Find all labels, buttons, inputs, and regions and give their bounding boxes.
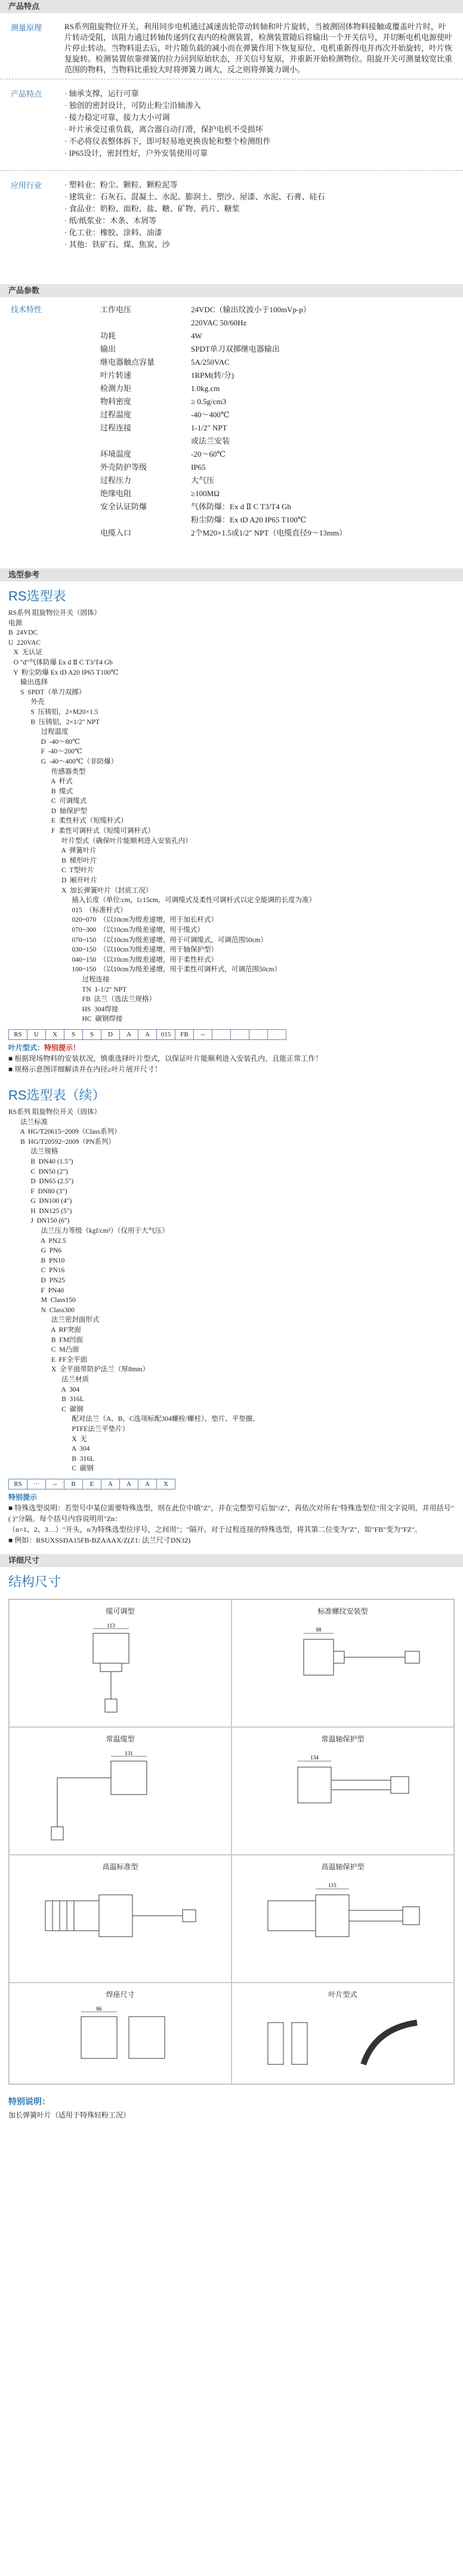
dim-label: 113: [107, 1622, 115, 1629]
tree-line: X 无认证: [8, 649, 43, 657]
tree-line: 外壳: [8, 698, 45, 706]
list-item: · 塑料业：粉尘、颗粒、颗粒泥等: [64, 180, 178, 189]
params-label: 技术特性: [11, 305, 42, 314]
code-cell: A: [120, 1029, 138, 1039]
note-line: （n=1、2、3…）"开头，n为特殊选型位序号，之间用"；"隔开。对于过程连接的特殊选型，将其第二位变为"Z"，如"FB"变为"FZ"。: [8, 1525, 422, 1534]
tree-line: 040~150 （以10cm为级差递增，用于柔性杆式）: [8, 956, 218, 964]
industry-list: [64, 179, 452, 253]
param-value: 24VDC（输出纹波小于100mVp-p）: [191, 305, 311, 314]
code-cell: ···: [27, 1479, 46, 1489]
tree-line: C 碳钢: [8, 1405, 84, 1413]
tree-line: G DN100 (4"): [8, 1198, 72, 1205]
param-key: 环境温度: [100, 450, 132, 458]
tree-line: 过程连接: [8, 975, 110, 983]
tree-line: B 24VDC: [8, 629, 38, 637]
tree-line: B PN10: [8, 1257, 65, 1264]
tree-line: B 缆式: [8, 787, 73, 795]
param-key: [100, 316, 191, 330]
code-cell-empty: [212, 1029, 231, 1039]
tree-line: A 弹簧叶片: [8, 847, 97, 855]
tree-line: F PN40: [8, 1287, 64, 1294]
drawing-title: 缆可调型: [106, 1606, 135, 1615]
tree-line: C M凸面: [8, 1346, 79, 1354]
tip-title: 特别提示！: [44, 1043, 81, 1052]
param-value: 1.0kg.cm: [191, 384, 220, 393]
param-row: [100, 461, 452, 474]
code-cell: A: [138, 1479, 157, 1489]
param-value: 1RPM(转/分): [191, 371, 234, 380]
param-key: 过程压力: [100, 476, 132, 485]
param-row: [100, 356, 452, 369]
drawing-blade-types: [232, 1983, 454, 2084]
param-key: 输出: [100, 344, 116, 353]
param-value: SPDT单刀双掷继电器输出: [191, 344, 280, 353]
tree-line: 100~150 （以10cm为级差递增，用于柔性可调杆式，可调范围50cm）: [8, 966, 281, 974]
param-key: [100, 513, 191, 527]
param-value: -20～60℃: [191, 450, 226, 458]
tree-line: 插入长度（单位:cm，l≥15cm，可调缆式及柔性可调杆式以定全能调的长度为准）: [8, 897, 316, 904]
tree-line: X 全平面带防护法兰（厚8mm）: [8, 1366, 150, 1374]
tree-line: B FM凹面: [8, 1336, 83, 1344]
param-row: [100, 343, 452, 356]
tree-line: A 杆式: [8, 778, 73, 786]
param-value: 1-1/2" NPT: [191, 423, 227, 432]
param-key: 叶片转速: [100, 371, 132, 380]
tree-line: B 316L: [8, 1455, 95, 1463]
param-value: IP65: [191, 463, 206, 472]
tree-line: U 220VAC: [8, 639, 41, 647]
code-cell: --: [46, 1479, 64, 1489]
param-value: 4W: [191, 331, 202, 340]
rs-table-notes: [0, 1040, 463, 1076]
principle-row: [0, 13, 463, 79]
param-key: 过程温度: [100, 410, 132, 419]
param-value: 220VAC 50/60Hz: [191, 318, 247, 327]
param-key: 绝缘电阻: [100, 489, 132, 498]
tree-line: HC 碳钢焊接: [8, 1015, 123, 1023]
drawing-title: 常温缆型: [106, 1734, 135, 1743]
params-block: [0, 297, 463, 553]
param-row: [100, 303, 452, 316]
param-row: [100, 382, 452, 395]
code-cell: A: [138, 1029, 157, 1039]
tree-line: D 轴保护型: [8, 807, 87, 815]
param-row: [100, 513, 452, 527]
rs-table2-title: RS选型表（续）: [8, 1087, 106, 1103]
drawing-normal-cable: [9, 1727, 232, 1855]
tree-line: B HG/T20592~2009（PN系列）: [8, 1138, 116, 1146]
param-key: 安全认证防爆: [100, 502, 147, 511]
tree-line: Y 粉尘防爆 Ex tD A20 IP65 T100℃: [8, 669, 119, 676]
dim-label: 98: [316, 1626, 322, 1633]
note-line: ■ 例如：RSUXSSDA15FB-BZAAAX/Z(Z1: 法兰尺寸DN32): [8, 1535, 191, 1544]
tree-line: C DN50 (2"): [8, 1168, 68, 1175]
code-cell: D: [101, 1029, 120, 1039]
drawing-title: 高温轴保护型: [321, 1862, 365, 1871]
tree-line: 法兰规格: [8, 1148, 58, 1156]
drawing-title: 高温标准型: [102, 1862, 138, 1871]
list-item: · 其他：铁矿石、煤、焦炭、沙: [64, 240, 170, 249]
tree-line: B DN40 (1.5"): [8, 1158, 73, 1165]
drawing-normal-cable-svg: [21, 1749, 218, 1845]
drawing-blade-types-svg: [244, 2005, 441, 2076]
tree-line: O "d"气体防爆 Ex d Ⅱ C T3/T4 Gb: [8, 658, 113, 666]
code-cell: S: [83, 1029, 101, 1039]
tree-line: H DN125 (5"): [8, 1207, 72, 1215]
code-cell-empty: [268, 1029, 286, 1039]
principle-text: RS系列阻旋物位开关，利用同步电机通过减速齿轮带动转轴和叶片旋转，当被测固体物料接触或覆盖叶片时，叶片转动受阻，该阻力通过转轴传递到仪表内的检测装置，检测装置随后将输出一个开关信号，并切断电机电源使叶片停止转动。当物料退去后，叶片随负载的减小而在弹簧作用下恢复原位，电机重新得电并再次开始旋转，叶片恢复旋转。检测装置依靠弹簧的拉力回到原始状态，开关信号复原，并重新开始检测物位。阻旋开关可测量较宽比重范围的物料，当物料比重较大时将弹簧力调大，反之则将弹簧力调小。: [64, 22, 453, 74]
note-line: ■ 规格示意图详细解读并在内径≥叶片展开尺寸！: [8, 1064, 162, 1073]
tree-line: 配对法兰（A、B、C选项标配304螺栓/螺柱）、垫片、平垫圈、: [8, 1415, 260, 1423]
code-cell-empty: [249, 1029, 268, 1039]
tree-line: X 无: [8, 1435, 87, 1443]
code-cell: S: [64, 1029, 83, 1039]
drawings-grid: [8, 1599, 455, 2085]
list-item: · 食品业：奶粉、面粉、盐、糖、矿物、药片、糖浆: [64, 204, 240, 213]
note-line: ■ 根据现场物料的安装状况，慎重选择叶片型式，以保证叶片能顺利进入安装孔内，且能正常工作！: [8, 1054, 323, 1063]
param-key: 电缆入口: [100, 528, 132, 537]
tree-line: 法兰材质: [8, 1375, 89, 1383]
tree-line: A 304: [8, 1386, 80, 1393]
drawing-normal-shaft-guard: [232, 1727, 454, 1855]
tree-line: 过程温度: [8, 728, 69, 736]
code-cell: X: [157, 1479, 175, 1489]
param-row: [100, 421, 452, 435]
drawing-standard-thread-svg: [244, 1621, 441, 1717]
drawing-cable-adjustable-svg: [21, 1621, 218, 1717]
param-key: 检测力矩: [100, 384, 132, 393]
dim-label: 115: [328, 1882, 337, 1888]
params-table: [100, 303, 452, 547]
tree-line: 015 （标准杆式）: [8, 906, 127, 914]
tree-line: S 压铸铝，2×M20×1.5: [8, 708, 98, 716]
tree-line: A 304: [8, 1445, 90, 1453]
feature-label: 产品特点: [11, 90, 42, 99]
drawing-cable-adjustable: [9, 1599, 232, 1727]
list-item: · 接力稳定可靠，接力大小可调: [64, 113, 170, 122]
tree-line: B 梯形叶片: [8, 857, 97, 864]
list-item: · 叶片承受过重负载，离合器自动打滑，保护电机不受损坏: [64, 125, 263, 134]
section-selection-header: 选型参考: [0, 568, 463, 581]
tree-line: A RF突面: [8, 1327, 81, 1334]
rs-table2-notes: [0, 1489, 463, 1546]
param-value: 2个M20×1.5或1/2" NPT（电缆直径9～13mm）: [191, 528, 347, 537]
param-value: ≥100MΩ: [191, 489, 220, 498]
dim-label: 86: [96, 2005, 102, 2012]
code-cell: U: [27, 1029, 46, 1039]
section-detail-header: 详细尺寸: [0, 1554, 463, 1567]
tree-line: E FF全平面: [8, 1356, 87, 1364]
list-item: · 独创的密封设计，可防止粉尘沿轴渗入: [64, 101, 201, 110]
tree-line: C PN16: [8, 1267, 65, 1275]
rs-code-table-2: [8, 1479, 175, 1489]
rs-table-tree: [0, 607, 463, 1026]
tree-line: PTFE法兰平垫片）: [8, 1425, 129, 1433]
tree-line: N Class300: [8, 1306, 75, 1314]
footer-title: 特别说明：: [8, 2096, 50, 2106]
list-item: · 化工业：橡胶、涂料、油漆: [64, 228, 162, 237]
list-item: · IP65设计，密封性好，户外安装使用可靠: [64, 149, 208, 158]
blade-title: 叶片型式：: [8, 1043, 45, 1052]
tree-line: G -40～400℃（非防爆）: [8, 758, 118, 765]
drawing-normal-shaft-guard-svg: [244, 1749, 441, 1845]
drawing-title: 常温轴保护型: [321, 1734, 365, 1743]
industry-row: [0, 171, 463, 261]
tree-line: 070~150 （以10cm为级差递增，用于可调缆式，可调范围50cm）: [8, 936, 267, 944]
list-item: · 不必将仪表整体拆下，即可轻易地更换齿轮和整个检测组件: [64, 137, 271, 146]
param-value: 或法兰安装: [191, 436, 230, 445]
drawing-high-temp-standard: [9, 1855, 232, 1983]
tree-line: D -40～80℃: [8, 738, 80, 746]
param-key: [100, 435, 191, 448]
param-key: 继电器触点容量: [100, 358, 155, 367]
feature-list: [64, 88, 452, 162]
param-value: ≥ 0.5g/cm3: [191, 397, 227, 406]
tree-line: RS系列 阻旋物位开关（固体）: [8, 610, 101, 617]
tree-line: D 厢开叶片: [8, 877, 98, 885]
tree-line: HS 304焊接: [8, 1005, 119, 1013]
param-key: 外壳防护等级: [100, 463, 147, 472]
param-key: 工作电压: [100, 305, 132, 314]
code-cell: 015: [157, 1029, 175, 1039]
drawing-title: 叶片型式: [328, 1990, 357, 1999]
tree-line: 020~070 （以10cm为级差递增，用于加长杆式）: [8, 916, 218, 924]
tree-line: FB 法兰（选法兰规格）: [8, 996, 156, 1004]
tree-line: D DN65 (2.5"): [8, 1178, 74, 1186]
tree-line: 法兰压力等级（kgf/cm²）（仅用于大气压）: [8, 1227, 169, 1235]
drawing-weld-seat-svg: [21, 2005, 218, 2076]
tree-line: 030~150 （以10cm为级差递增，用于轴保护型）: [8, 946, 218, 954]
code-cell: X: [46, 1029, 64, 1039]
param-value: -40～400℃: [191, 410, 230, 419]
param-value: 5A/250VAC: [191, 358, 230, 367]
code-cell: FB: [175, 1029, 194, 1039]
tree-line: 输出选择: [8, 679, 48, 687]
tree-line: G PN6: [8, 1247, 62, 1255]
tree-line: F 柔性可调杆式（短缆可调杆式）: [8, 827, 155, 835]
param-value: 气体防爆：Ex d Ⅱ C T3/T4 Gb: [191, 502, 291, 511]
drawing-high-temp-shaft-guard-svg: [244, 1877, 441, 1972]
tree-line: 传感器类型: [8, 768, 86, 775]
drawings-title: 结构尺寸: [8, 1574, 61, 1589]
param-row: [100, 395, 452, 408]
param-row: [100, 500, 452, 513]
tree-line: 法兰密封面形式: [8, 1316, 100, 1324]
principle-label: 测量原理: [11, 23, 42, 32]
tree-line: 法兰标准: [8, 1118, 48, 1126]
list-item: · 建筑业：石灰石、混凝土、水泥、膨润土、塑沙、屋漆、水泥、石膏、硅石: [64, 192, 325, 201]
code-cell: RS: [9, 1029, 27, 1039]
section-features-header: 产品特点: [0, 0, 463, 13]
tree-line: X 加长弹簧叶片（封底工况）: [8, 887, 153, 894]
param-row: [100, 435, 452, 448]
dim-label: 131: [125, 1750, 133, 1756]
tree-line: RS系列 阻旋物位开关（固体）: [8, 1108, 101, 1116]
param-value: 大气压: [191, 476, 215, 485]
rs-code-table: [8, 1029, 286, 1040]
param-row: [100, 448, 452, 461]
drawing-title: 标准螺纹安装型: [317, 1606, 368, 1615]
param-key: 功耗: [100, 331, 116, 340]
param-key: 物料密度: [100, 397, 132, 406]
param-row: [100, 527, 452, 540]
tree-line: B 316L: [8, 1396, 84, 1404]
tree-line: D PN25: [8, 1277, 65, 1285]
param-row: [100, 487, 452, 500]
tree-line: J DN150 (6"): [8, 1217, 70, 1225]
tree-line: B 压铸铝，2×1/2" NPT: [8, 718, 100, 726]
list-item: · 纸/纸浆业：木条、木屑等: [64, 216, 157, 225]
code-cell: RS: [9, 1479, 27, 1489]
code-cell: B: [64, 1479, 83, 1489]
param-value: 粉尘防爆：Ex tD A20 IP65 T100℃: [191, 515, 307, 524]
drawing-weld-seat: [9, 1983, 232, 2084]
section-params-header: 产品参数: [0, 284, 463, 297]
footer-line: 加长弹簧叶片（适用于特殊轻粉工况）: [8, 2110, 131, 2119]
tree-line: M Class150: [8, 1297, 76, 1304]
feature-row: [0, 79, 463, 171]
code-cell-empty: [231, 1029, 249, 1039]
tree-line: C 碳钢: [8, 1465, 94, 1473]
tree-line: 电源: [8, 619, 22, 627]
industry-label: 应用行业: [11, 181, 42, 190]
param-row: [100, 330, 452, 343]
rs-table2-tree: [0, 1106, 463, 1475]
tree-line: F -40～200℃: [8, 748, 82, 756]
drawing-high-temp-shaft-guard: [232, 1855, 454, 1983]
list-item: · 轴承支撑，运行可靠: [64, 89, 139, 98]
drawing-standard-thread: [232, 1599, 454, 1727]
dim-label: 134: [310, 1754, 319, 1761]
tree-line: TN 1-1/2" NPT: [8, 986, 127, 993]
param-row: [100, 408, 452, 421]
drawing-title: 焊座尺寸: [106, 1990, 135, 1999]
tip-title-2: 特别提示: [8, 1492, 38, 1501]
param-row: [100, 474, 452, 487]
tree-line: 叶片型式（确保叶片能顺利进入安装孔内）: [8, 837, 192, 845]
drawing-high-temp-standard-svg: [21, 1877, 218, 1972]
tree-line: C 可调缆式: [8, 798, 87, 805]
code-cell: --: [194, 1029, 212, 1039]
param-row: [100, 369, 452, 382]
note-line: ■ 特殊选型说明：若型号中某位需要特殊选型，则在此位中填"Z"，并在完整型号后加"/Z"，再依次对所有"特殊选型位"用文字说明，并用括号"( )"分隔。每个括号内容说明用"Zn：: [8, 1503, 454, 1523]
code-cell: A: [101, 1479, 120, 1489]
tree-line: 070~300 （以10cm为级差递增，用于缆式）: [8, 927, 204, 934]
tree-line: E 柔性杆式（短缆杆式）: [8, 817, 128, 825]
tree-line: A PN2.5: [8, 1237, 66, 1245]
param-key: 过程连接: [100, 423, 132, 432]
code-cell: A: [120, 1479, 138, 1489]
tree-line: S SPDT（单刀双掷）: [8, 688, 86, 696]
rs-table-title: RS选型表: [8, 589, 66, 604]
tree-line: F DN80 (3"): [8, 1187, 67, 1195]
param-row: [100, 316, 452, 330]
code-cell: E: [83, 1479, 101, 1489]
tree-line: C T型叶片: [8, 867, 94, 875]
tree-line: A HG/T20615~2009（Class系列）: [8, 1128, 121, 1136]
